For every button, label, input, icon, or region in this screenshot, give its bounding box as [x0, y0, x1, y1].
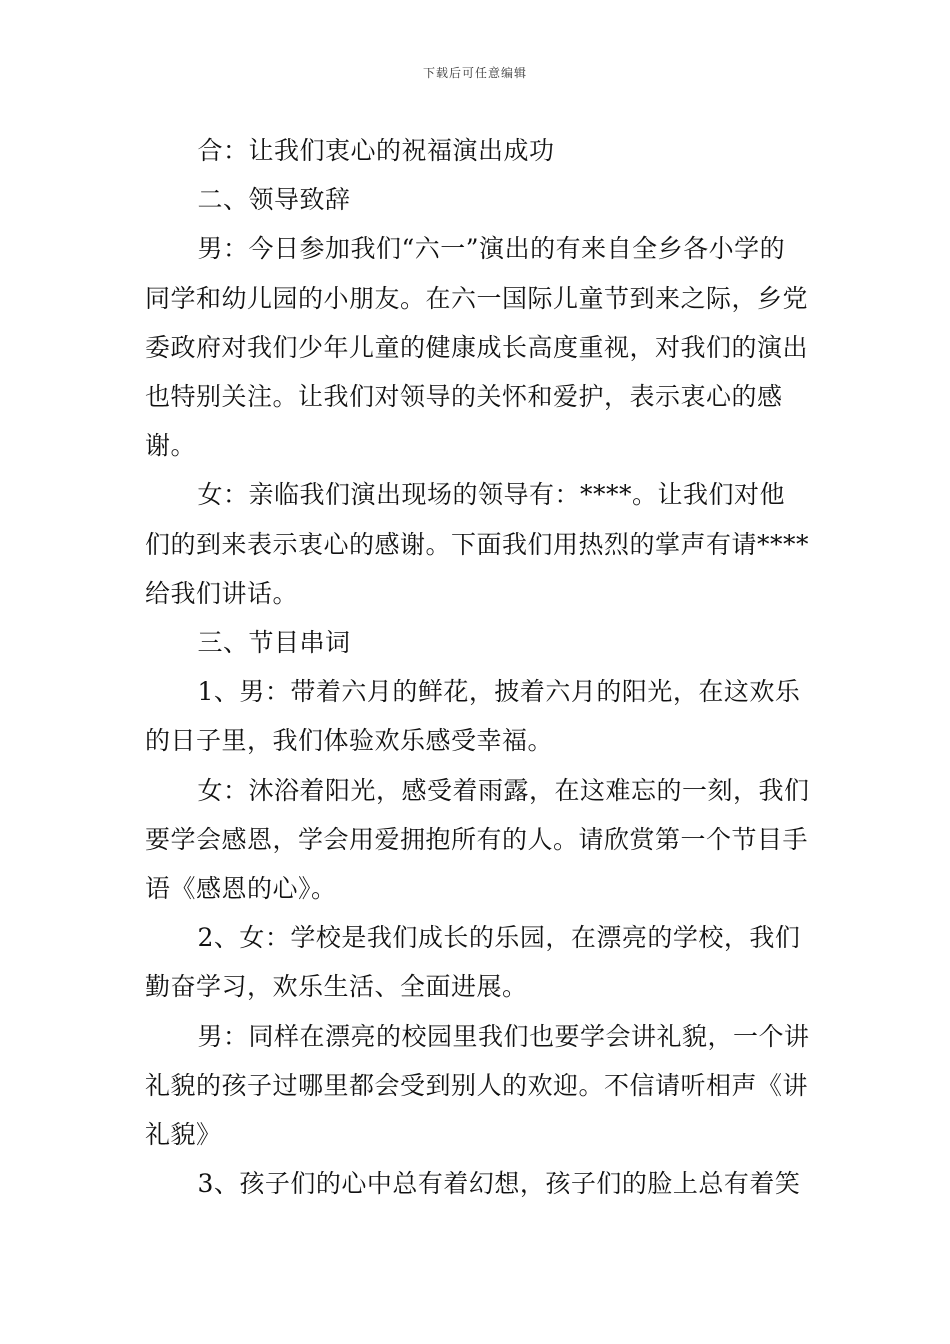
paragraph-program-1-female: 女：沐浴着阳光，感受着雨露，在这难忘的一刻，我们要学会感恩，学会用爱拥抱所有的人。请欣赏第一个节目手语《感恩的心》。: [145, 775, 810, 904]
section-heading-program-script: 三、节目串词: [197, 628, 351, 658]
paragraph-program-2-female: 2、女：学校是我们成长的乐园，在漂亮的学校，我们勤奋学习，欢乐生活、全面进展。: [145, 923, 801, 1002]
document-body: [145, 126, 810, 1208]
paragraph-program-3: 3、孩子们的心中总有着幻想，孩子们的脸上总有着笑: [197, 1169, 801, 1199]
page-header: 下载后可任意编辑: [422, 66, 527, 80]
paragraph-program-1-male: 1、男：带着六月的鲜花，披着六月的阳光，在这欢乐的日子里，我们体验欢乐感受幸福。: [145, 677, 801, 756]
paragraph-blessing: 合：让我们衷心的祝福演出成功: [197, 136, 555, 165]
paragraph-female-leaders: 女：亲临我们演出现场的领导有：****。让我们对他们的到来表示衷心的感谢。下面我们用热烈的掌声有请****给我们讲话。: [145, 480, 810, 608]
paragraph-program-2-male: 男：同样在漂亮的校园里我们也要学会讲礼貌，一个讲礼貌的孩子过哪里都会受到别人的欢迎。不信请听相声《讲礼貌》: [145, 1021, 810, 1150]
section-heading-leader-speech: 二、领导致辞: [197, 185, 351, 215]
paragraph-male-intro: 男：今日参加我们“六一”演出的有来自全乡各小学的同学和幼儿园的小朋友。在六一国际儿童节到来之际，乡党委政府对我们少年儿童的健康成长高度重视，对我们的演出也特别关注。让我们对领导的关怀和爱护，表示衷心的感谢。: [145, 234, 809, 461]
